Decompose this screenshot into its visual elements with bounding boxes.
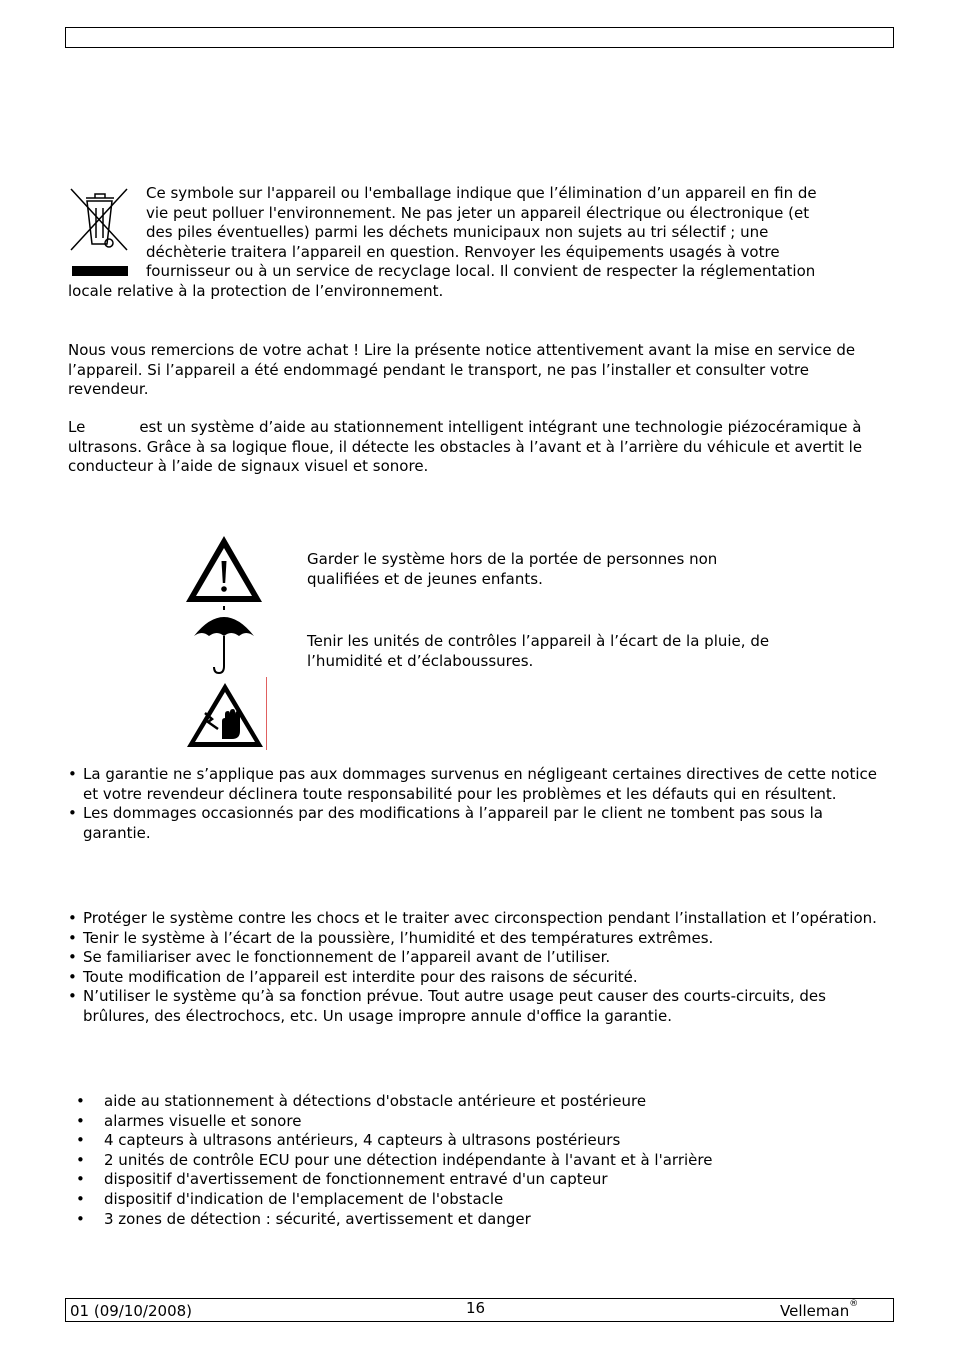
- intro-paragraph-2-start: Le: [68, 418, 86, 436]
- intro-paragraph-1: Nous vous remercions de votre achat ! Lire la présente notice attentivement avant la mise en service de l’appareil. Si l’appareil a été endommagé pendant le transport, ne pas l’installer et consulter votre revendeur.: [68, 341, 856, 399]
- feature-item: • dispositif d'indication de l'emplacement de l'obstacle: [68, 1190, 888, 1210]
- feature-item: • 4 capteurs à ultrasons antérieurs, 4 capteurs à ultrasons postérieurs: [68, 1131, 888, 1151]
- weee-line-3: des piles éventuelles) parmi les déchets municipaux non sujets au tri sélectif ; une: [146, 223, 769, 242]
- safety-rain-text: Tenir les unités de contrôles l’appareil à l’écart de la pluie, de l’humidité et d’éclaboussures.: [307, 632, 770, 670]
- warning-triangle-icon: [184, 534, 264, 604]
- warranty-item: • Les dommages occasionnés par des modifications à l’appareil par le client ne tombent pas sous la garantie.: [68, 804, 888, 843]
- features-list: [68, 1092, 888, 1229]
- feature-item: • dispositif d'avertissement de fonctionnement entravé d'un capteur: [68, 1170, 888, 1190]
- footer-brand-name: Velleman: [780, 1302, 850, 1320]
- red-rule: [266, 677, 267, 750]
- guidelines-list: [68, 909, 894, 1027]
- warranty-item: • La garantie ne s’applique pas aux dommages survenus en négligeant certaines directives de cette notice et votre revendeur déclinera toute responsabilité pour les problèmes et les défauts qui en résultent.: [68, 765, 888, 804]
- weee-line-5: fournisseur ou à un service de recyclage local. Il convient de respecter la réglementation: [146, 262, 816, 281]
- weee-line-2: vie peut polluer l'environnement. Ne pas jeter un appareil électrique ou électronique (et: [146, 203, 810, 222]
- footer-brand: [780, 1299, 859, 1320]
- footer-brand-mark: ®: [849, 1299, 859, 1309]
- guideline-item: • N’utiliser le système qu’à sa fonction prévue. Tout autre usage peut causer des courts-circuits, des brûlures, des électrochocs, etc. Un usage impropre annule d'office la garantie.: [68, 987, 894, 1026]
- umbrella-icon: [192, 604, 256, 676]
- weee-line-6: locale relative à la protection de l’environnement.: [68, 281, 444, 300]
- feature-item: • aide au stationnement à détections d'obstacle antérieure et postérieure: [68, 1092, 888, 1112]
- guideline-item: • Protéger le système contre les chocs et le traiter avec circonspection pendant l’installation et l’opération.: [68, 909, 894, 929]
- footer-version: 01 (09/10/2008): [70, 1302, 193, 1320]
- guideline-item: • Tenir le système à l’écart de la poussière, l’humidité et des températures extrêmes.: [68, 929, 894, 949]
- warranty-list: [68, 765, 888, 843]
- guideline-item: • Toute modification de l’appareil est interdite pour des raisons de sécurité.: [68, 968, 894, 988]
- feature-item: • 2 unités de contrôle ECU pour une détection indépendante à l'avant et à l'arrière: [68, 1151, 888, 1171]
- feature-item: • 3 zones de détection : sécurité, avertissement et danger: [68, 1210, 888, 1230]
- intro-paragraph-2: [68, 418, 878, 477]
- weee-line-1: Ce symbole sur l'appareil ou l'emballage indique que l’élimination d’un appareil en fin de: [146, 184, 817, 202]
- guideline-item: • Se familiariser avec le fonctionnement de l’appareil avant de l’utiliser.: [68, 948, 894, 968]
- header-box: [65, 27, 894, 48]
- footer-page-number: 16: [466, 1299, 486, 1317]
- safety-children-text: Garder le système hors de la portée de personnes non qualifiées et de jeunes enfants.: [307, 550, 718, 588]
- weee-notice: [68, 184, 868, 302]
- feature-item: • alarmes visuelle et sonore: [68, 1112, 888, 1132]
- electric-shock-icon: [185, 681, 265, 749]
- intro-paragraph-2-rest: est un système d’aide au stationnement intelligent intégrant une technologie piézocéramique à ultrasons. Grâce à sa logique floue, il détecte les obstacles à l’avant et à l’arrière du véhicule et avertit le conducteur à l’aide de signaux visuel et sonore.: [68, 418, 863, 476]
- weee-line-4: déchèterie traitera l’appareil en question. Renvoyer les équipements usagés à votre: [146, 242, 780, 261]
